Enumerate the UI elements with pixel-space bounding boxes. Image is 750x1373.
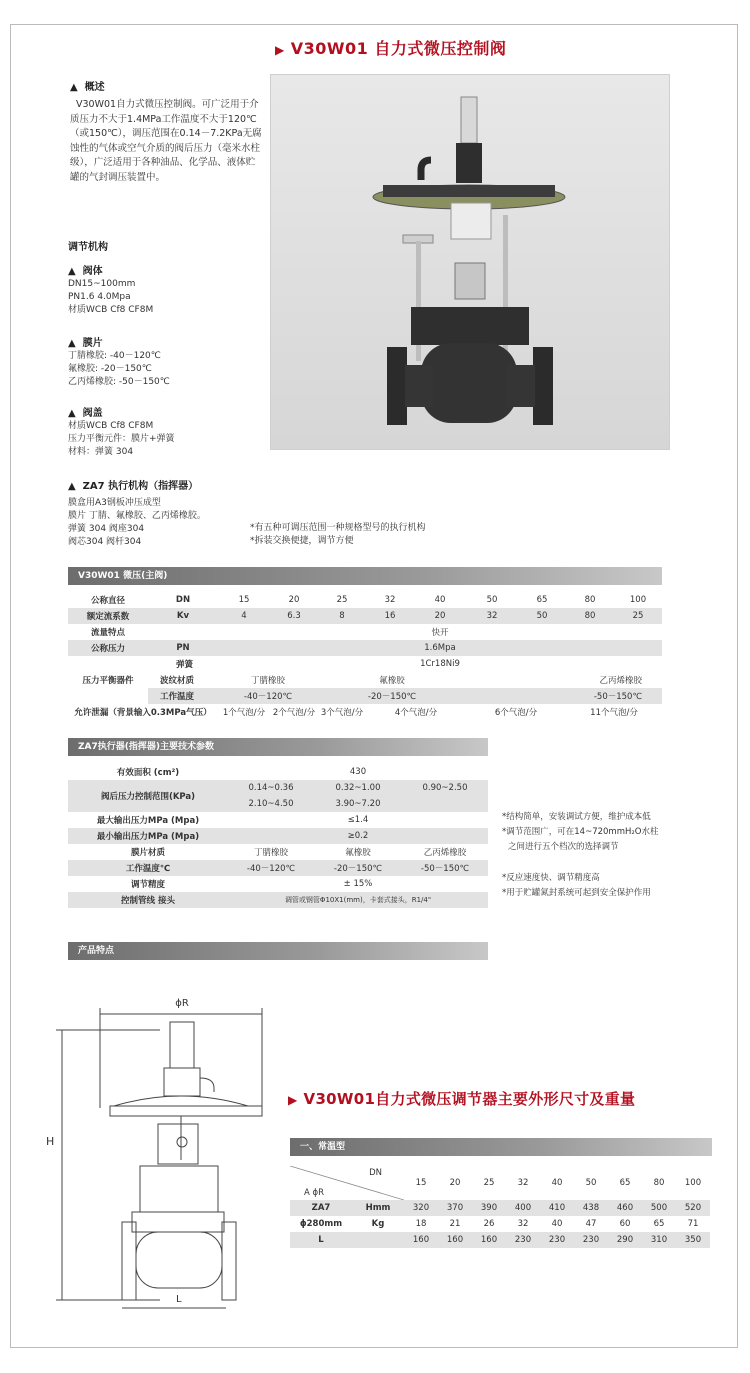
table2-bar: ZA7执行器(指挥器)主要技术参数 [68,738,488,756]
actuator-specs: 膜盒用A3钢板冲压成型 膜片 丁腈、氟橡胶、乙丙烯橡胶。 弹簧 304 阀座304 阀芯304 阀杆304 [68,498,206,547]
table1-bar: V30W01 微压(主阀) [68,567,662,585]
h-label: H [46,1135,55,1148]
features-bar: 产品特点 [68,942,488,960]
table-row: L 160 160 160 230 230 230 290 310 350 [290,1232,710,1248]
table-row: 阀后压力控制范围(KPa) 0.14~0.36 0.32~1.00 0.90~2.50 [68,780,488,796]
table-row: ϕ280mm Kg 18 21 26 32 40 47 60 65 71 [299,1219,699,1229]
table-row: 调节精度 ± 15% [130,879,373,890]
valve-cover-heading: ▲ 阀盖 [68,408,103,419]
page-title: ▶ V30W01 自力式微压控制阀 [275,39,507,58]
dims-title: ▶ V30W01自力式微压调节器主要外形尺寸及重量 [288,1090,636,1108]
dims-table [290,1166,710,1248]
table-row: 有效面积 (cm²) 430 [116,767,367,778]
table-row: 公称直径 DN 15 20 25 32 40 50 65 80 100 [90,595,647,606]
main-valve-table [68,592,662,720]
table-row: 公称压力 PN 1.6Mpa [68,640,662,656]
diaphragm-specs: 丁腈橡胶: -40－120℃ 氟橡胶: -20－150℃ 乙丙烯橡胶: -50－150℃ [68,351,170,387]
valve-photo [270,74,670,450]
table-row: 工作温度 -40－120℃ -20－150℃ -50－150℃ [68,688,662,704]
body-specs: DN15~100mm PN1.6 4.0Mpa 材质WCB Cf8 CF8M [68,279,154,315]
table-row: 工作温度℃ -40－120℃ -20－150℃ -50－150℃ [68,860,488,876]
table-row: 2.10~4.50 3.90~7.20 [68,796,488,812]
table-row: 额定流系数 Kv 4 6.3 8 16 20 32 50 80 25 [68,608,662,624]
phi-r-label: ϕR [175,998,189,1009]
valve-cover-specs: 材质WCB Cf8 CF8M 压力平衡元件：膜片+弹簧 材料：弹簧 304 [68,421,175,457]
diagonal-header-cell: DN A ϕR [290,1166,404,1200]
actuator-table [68,764,488,908]
table-row: 允许泄漏（背景输入0.3MPa气压） 1个气泡/分 2个气泡/分 3个气泡/分 4个气泡/分 6个气泡/分 11个气泡/分 [74,708,638,718]
table-row: 压力平衡器件 弹簧 1Cr18Ni9 [82,659,460,686]
triangle-right-icon: ▶ [275,43,285,57]
table-row: 最大输出压力MPa (Mpa) ≤1.4 [96,815,369,826]
table-row: ZA7 Hmm 320 370 390 400 410 438 460 500 520 [290,1200,710,1216]
table-row: 控制管线 接头 调管或钢管Φ10X1(mm)，卡套式接头，R1/4" [68,892,488,908]
table-row: 流量特点 快开 [90,628,449,638]
actuator-notes: *有五种可调压范围一种规格型号的执行机构 *拆装交换便捷，调节方便 [250,523,426,546]
body-heading: ▲ 阀体 [68,266,103,277]
mechanism-heading: 调节机构 [68,242,108,253]
l-label: L [176,1294,182,1305]
table-row: 最小输出压力MPa (Mpa) ≥0.2 [68,828,488,844]
actuator-feature-notes: *结构简单，安装调试方便，维护成本低 *调节范围广，可在14~720mmH₂O水柱 之间进行五个档次的选择调节 *反应速度快、调节精度高 *用于贮罐氮封系统可起到安全保护作用 [502,812,659,898]
overview-text: V30W01自力式微压控制阀。可广泛用于介质压力不大于1.4MPa工作温度不大于120℃（或150℃），调压范围在0.14－7.2KPa无腐蚀性的气体或空气介质的阀后压力（毫米水柱级），广泛适用于各种油品、化学品、液体贮罐的气封调压装置中。 [70,99,262,183]
triangle-right-icon: ▶ [288,1093,298,1107]
table-row: 波纹材质 丁腈橡胶 氟橡胶 乙丙烯橡胶 [160,676,642,686]
valve-illustration [271,75,669,449]
actuator-heading: ▲ ZA7 执行机构（指挥器） [68,481,199,492]
table-row: 膜片材质 丁腈橡胶 氟橡胶 乙丙烯橡胶 [130,848,467,858]
table-row: DN A ϕR 15 20 25 32 40 50 65 80 100 [290,1166,710,1200]
diaphragm-heading: ▲ 膜片 [68,338,103,349]
dims-bar: 一、常温型 [290,1138,712,1156]
overview-heading: ▲ 概述 [70,82,105,93]
dimension-drawing [40,990,280,1330]
